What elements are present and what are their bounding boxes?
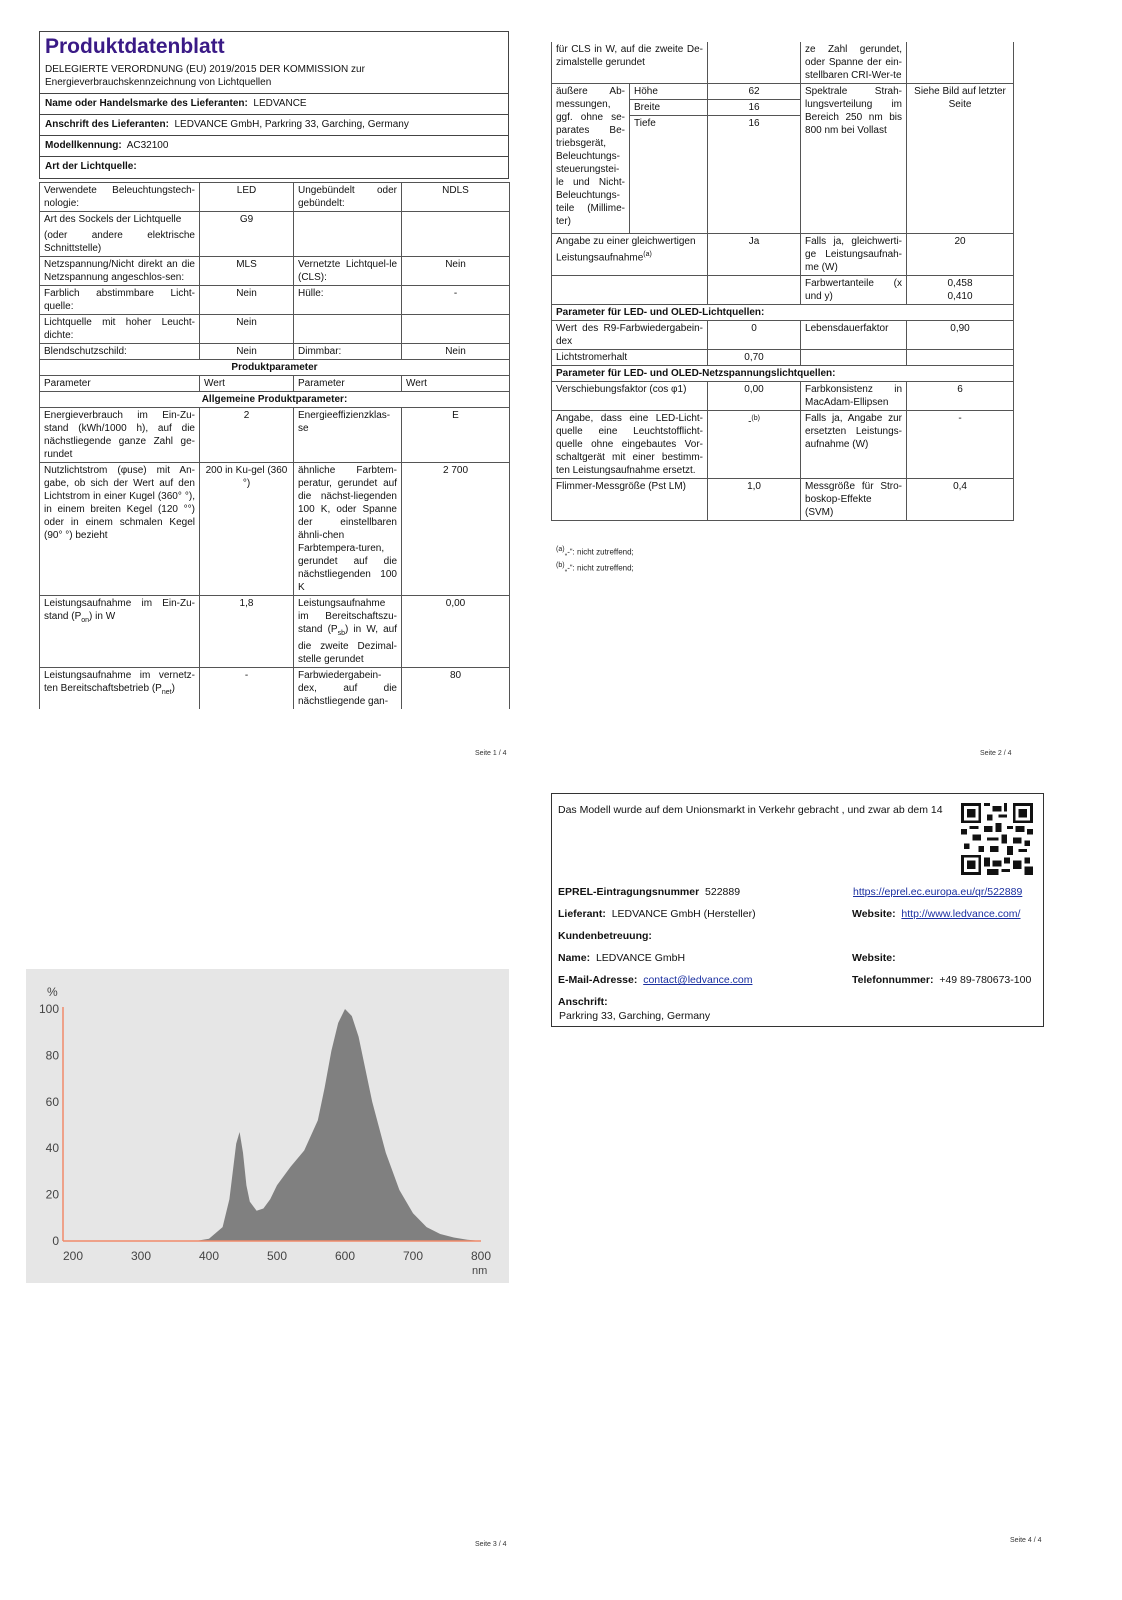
cell: Falls ja, gleichwerti-ge Leistungsaufnah-me (W) [801,234,907,276]
x-tick-label: 600 [334,1249,356,1263]
y-tick-label: 20 [45,1187,59,1202]
model-value: AC32100 [126,140,169,151]
cell: NDLS [402,183,510,212]
eprel-label: EPREL-Eintragungsnummer [558,886,700,898]
page-number-3: Seite 3 / 4 [475,1541,507,1548]
phone-label: Telefonnummer: [852,974,934,986]
cell: 0,70 [708,350,801,366]
address-value: Parkring 33, Garching, Germany [559,1010,711,1022]
cell: Ungebündelt oder gebündelt: [294,183,402,212]
socket-label: Art des Sockels der Lichtquelle [44,214,182,225]
type-label: Art der Lichtquelle: [45,161,137,172]
cell: MLS [200,257,294,286]
y-tick-label: 0 [52,1234,59,1248]
x-tick-label: 300 [130,1249,152,1263]
cell: Lichtquelle mit hoher Leucht-dichte: [40,315,200,344]
name-row [558,952,685,964]
cell [294,596,402,668]
table-row [552,321,1014,350]
spectrum-chart [26,969,509,1283]
phone-value: +49 89-780673-100 [939,974,1032,986]
table-row [552,276,1014,305]
page-number-1: Seite 1 / 4 [475,750,507,757]
text: „-“: nicht zutreffend; [564,563,634,573]
eprel-value: 522889 [705,886,741,898]
cell [907,42,1014,84]
cell: 0 [708,321,801,350]
cell [294,315,402,344]
cell: Flimmer-Messgröße (Pst LM) [552,479,708,521]
cell: Messgröße für Stro-boskop-Effekte (SVM) [801,479,907,521]
cell: 20 [907,234,1014,276]
cell [552,234,708,276]
table-row [40,408,510,463]
table-row [552,411,1014,479]
cell [708,42,801,84]
x-axis-label: nm [472,1265,488,1277]
text: - [748,416,752,428]
text: 0,458 [947,278,973,289]
cell: Farblich abstimmbare Licht-quelle: [40,286,200,315]
page2-table [551,42,1014,521]
cell: 1,0 [708,479,801,521]
cell: 0,90 [907,321,1014,350]
cell [801,350,907,366]
x-tick-label: 500 [266,1249,288,1263]
regulation-subtitle: DELEGIERTE VERORDNUNG (EU) 2019/2015 DER KOMMISSION zur Energieverbrauchskennzeichnung von Lichtquellen [40,61,508,94]
cell: 62 [708,84,801,100]
x-tick-label: 700 [402,1249,424,1263]
cell: Netzspannung/Nicht direkt an die Netzspannung angeschlos-sen: [40,257,200,286]
model-label: Modellkennung: [45,140,122,151]
x-tick-label: 200 [62,1249,84,1263]
cell: Spektrale Strah-lungsverteilung im Bereich 250 nm bis 800 nm bei Vollast [801,84,907,234]
x-tick-label: 400 [198,1249,220,1263]
table-row [40,392,510,408]
cell [907,276,1014,305]
cell: - [907,411,1014,479]
cell: Nein [402,344,510,360]
name-value: LEDVANCE GmbH [595,952,686,964]
cell [294,212,402,257]
section-heading: Parameter für LED- und OLED-Netzspannungslichtquellen: [552,366,1014,382]
cell: 0,4 [907,479,1014,521]
table-row [552,366,1014,382]
cell: Vernetzte Lichtquel-le (CLS): [294,257,402,286]
supplier-value: LEDVANCE [253,98,307,109]
cell: Höhe [630,84,708,100]
x-tick-label: 800 [470,1249,492,1263]
table-row [40,183,510,212]
cell: Wert des R9-Farbwiedergabein-dex [552,321,708,350]
address-heading [558,996,608,1008]
table-row [40,257,510,286]
cell: 2 700 [402,463,510,596]
table-row [552,382,1014,411]
type-row [40,157,508,178]
text: ) [171,683,175,694]
cell [552,276,708,305]
cell: äußere Ab-messungen, ggf. ohne se-parates Be-triebsgerät, Beleuchtungs-steuerungstei-le und Nicht-Beleuchtungs-teile (Millime-ter) [552,84,630,234]
cell [402,212,510,257]
page-title: Produktdatenblatt [45,35,225,58]
table-row [552,234,1014,276]
text: Leistungsaufnahme im vernetz-ten Bereitschaftsbetrieb (P [44,670,195,694]
section-heading: Allgemeine Produktparameter: [40,392,510,408]
website-row [852,908,1020,920]
supplier-label: Lieferant: [558,908,606,920]
name-label: Name: [558,952,591,964]
cell: Nutzlichtstrom (φuse) mit An-gabe, ob sich der Wert auf den Lichtstrom in einer Kugel (360° °), in einem breiten Kegel (120 °°) oder in einem schmalen Kegel (90° °) bezieht [40,463,200,596]
market-text: Das Modell wurde auf dem Unionsmarkt in Verkehr gebracht , und zwar ab dem 14 [558,804,943,816]
section-heading: Parameter für LED- und OLED-Lichtquellen: [552,305,1014,321]
cell: Verwendete Beleuchtungstech-nologie: [40,183,200,212]
page-number-4: Seite 4 / 4 [1010,1537,1042,1544]
cell: - [402,286,510,315]
table-row [40,286,510,315]
cell: ähnliche Farbtem-peratur, gerundet auf die nächst-liegenden 100 K, oder Spanne der einstellbaren ähnli-chen Farbtempera-turen, gerundet auf die nächstliegenden 100 K [294,463,402,596]
contact-box [551,793,1044,1027]
cell: 200 in Ku-gel (360 °) [200,463,294,596]
subscript: net [161,689,172,696]
text: Leistungsaufnahme im Bereitschaftszu-stand (P [298,598,397,635]
column-header: Wert [200,376,294,392]
cell: Farbwertanteile (x und y) [801,276,907,305]
datasheet-header [39,31,509,179]
cell: E [402,408,510,463]
cell: ze Zahl gerundet, oder Spanne der ein-stellbaren CRI-Wer-te [801,42,907,84]
superscript: (b) [556,562,565,569]
table-row [552,479,1014,521]
table-row [552,42,1014,84]
table-row [40,212,510,257]
model-row [40,136,508,157]
cell: Angabe, dass eine LED-Licht-quelle eine Leuchtstofflicht-quelle ohne eingebautes Vor-schaltgerät mit einer bestimm-ten Leistungsaufnahme ersetzt. [552,411,708,479]
cell: Ja [708,234,801,276]
superscript: (a) [556,546,565,553]
page1-table [39,182,510,709]
cell: 1,8 [200,596,294,668]
cell [708,411,801,479]
cell [40,212,200,257]
address-row [40,115,508,136]
cell: Energieeffizienzklas-se [294,408,402,463]
y-tick-label: 100 [38,1002,59,1016]
address-label: Anschrift des Lieferanten: [45,119,169,130]
website-link[interactable]: http://www.ledvance.com/ [901,908,1021,920]
cell [40,596,200,668]
table-row [40,315,510,344]
phone-row [852,974,1031,986]
cell: 0,00 [708,382,801,411]
email-label: E-Mail-Adresse: [558,974,638,986]
spectrum-chart-svg [26,969,509,1283]
cell: 6 [907,382,1014,411]
y-tick-label: 80 [45,1048,59,1063]
cell: Nein [200,344,294,360]
cell: 0,00 [402,596,510,668]
qr-code-icon [961,803,1033,875]
cell: Falls ja, Angabe zur ersetzten Leistungs-aufnahme (W) [801,411,907,479]
cell: Siehe Bild auf letzter Seite [907,84,1014,234]
eprel-link[interactable]: https://eprel.ec.europa.eu/qr/522889 [853,886,1023,898]
cell: Tiefe [630,116,708,234]
customer-service-heading [558,930,652,942]
column-header: Parameter [294,376,402,392]
website2-row [852,952,896,964]
table-row [40,376,510,392]
cell: G9 [200,212,294,257]
y-tick-label: 40 [45,1141,59,1156]
supplier-value: LEDVANCE GmbH (Hersteller) [611,908,756,920]
customer-service-label: Kundenbetreuung: [558,930,652,942]
table-row [40,668,510,710]
address-value: LEDVANCE GmbH, Parkring 33, Garching, Germany [174,119,409,130]
supplier-label: Name oder Handelsmarke des Lieferanten: [45,98,248,109]
cell: Verschiebungsfaktor (cos φ1) [552,382,708,411]
text: Leistungsaufnahme im Ein-Zu-stand (P [44,598,195,622]
column-header: Wert [402,376,510,392]
website2-label: Website: [852,952,896,964]
cell: Farbkonsistenz in MacAdam-Ellipsen [801,382,907,411]
text: ) in W [89,611,116,622]
section-heading: Produktparameter [40,360,510,376]
email-link[interactable]: contact@ledvance.com [643,974,753,986]
text: Angabe zu einer gleichwertigen Leistungsaufnahme [556,236,696,264]
y-axis-label: % [47,985,58,999]
table-row [552,84,1014,100]
cell: Farbwiedergabein-dex, auf die nächstliegende gan- [294,668,402,710]
superscript: (a) [643,251,652,258]
spectrum-area [195,1009,481,1241]
subscript: sb [337,630,345,637]
socket-label-b: (oder andere elektrische Schnittstelle) [44,230,195,254]
table-row [40,344,510,360]
text: „-“: nicht zutreffend; [564,547,634,557]
cell: Breite [630,100,708,116]
cell [40,668,200,710]
eprel-row [558,886,740,898]
column-header: Parameter [40,376,200,392]
table-row [552,350,1014,366]
cell: 80 [402,668,510,710]
cell [708,276,801,305]
superscript: (b) [751,415,760,422]
cell: LED [200,183,294,212]
address-label: Anschrift: [558,996,608,1008]
table-row [40,596,510,668]
cell: Lebensdauerfaktor [801,321,907,350]
cell: Nein [200,315,294,344]
website-label: Website: [852,908,896,920]
text: ) in W, auf die zweite Dezimal-stelle gerundet [298,624,397,665]
table-row [40,360,510,376]
table-row [552,305,1014,321]
supplier-row [40,94,508,115]
y-tick-label: 60 [45,1094,59,1109]
subscript: on [81,617,90,624]
cell: Energieverbrauch im Ein-Zu-stand (kWh/1000 h), auf die nächstliegende ganze Zahl ge-rundet [40,408,200,463]
text: 0,410 [947,291,973,302]
email-row [558,974,753,986]
cell [907,350,1014,366]
cell: Blendschutzschild: [40,344,200,360]
cell: 16 [708,100,801,116]
cell: 16 [708,116,801,234]
cell: Lichtstromerhalt [552,350,708,366]
supplier-row [558,908,756,920]
cell: Hülle: [294,286,402,315]
cell: - [200,668,294,710]
table-row [40,463,510,596]
cell: 2 [200,408,294,463]
cell: Nein [200,286,294,315]
cell: Nein [402,257,510,286]
footnote-a [556,546,634,557]
cell: Dimmbar: [294,344,402,360]
cell [402,315,510,344]
footnote-b [556,562,634,573]
page-number-2: Seite 2 / 4 [980,750,1012,757]
cell: für CLS in W, auf die zweite De-zimalstelle gerundet [552,42,708,84]
